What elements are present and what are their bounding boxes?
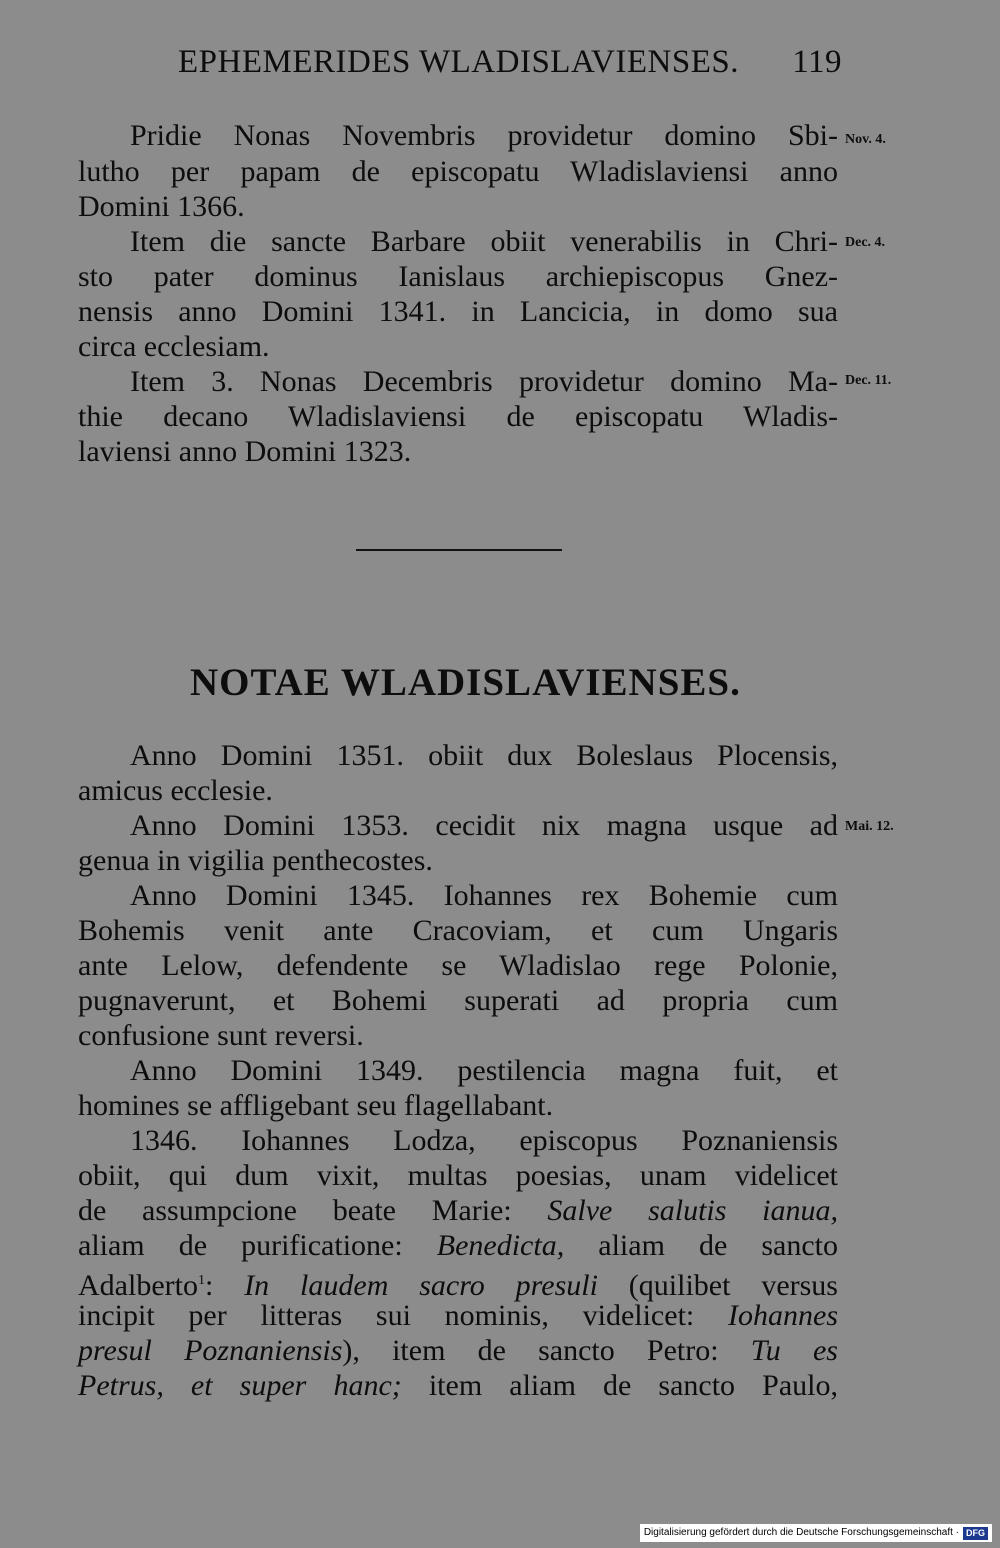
text-line: homines se affligebant seu flagellabant. [78,1089,554,1122]
running-head [178,44,842,88]
text-line: amicus ecclesie. [78,774,273,807]
text-line: genua in vigilia penthecostes. [78,844,433,877]
footer-text: Digitalisierung gefördert durch die Deutsche Forschungsgemeinschaft · [643,1527,959,1538]
text-line: pugnaverunt, et Bohemi superati ad propria cum [78,984,838,1017]
margin-note-date: Mai. 12. [845,819,894,834]
margin-note-date: Dec. 4. [845,235,886,250]
text-span: (quilibet versus [597,1269,838,1302]
text-span: de assumpcione beate Marie: [78,1194,548,1227]
text-line: Item 3. Nonas Decembris providetur domino Ma- [130,365,838,398]
text-line: Item die sancte Barbare obiit venerabilis in Chri- [130,225,838,258]
text-line: Domini 1366. [78,190,245,223]
footer-credit [640,1524,992,1542]
section-title: NOTAE WLADISLAVIENSES. [190,661,741,704]
margin-note-date: Nov. 4. [845,132,886,147]
text-line: 1346. Iohannes Lodza, episcopus Poznaniensis [130,1124,838,1157]
text-line: nensis anno Domini 1341. in Lancicia, in domo sua [78,295,838,328]
text-span: item aliam de sancto Paulo, [401,1369,838,1402]
text-span: ), item de sancto Petro: [342,1334,751,1367]
text-span: Adalberto [78,1269,198,1302]
running-head-title: EPHEMERIDES WLADISLAVIENSES. [178,44,739,80]
text-span: aliam de purificatione: [78,1229,437,1262]
text-line: Anno Domini 1349. pestilencia magna fuit, et [130,1054,838,1087]
footnote-mark: 1 [197,1273,205,1288]
text-line [78,1368,838,1404]
text-line: laviensi anno Domini 1323. [78,435,412,468]
italic-incipit: presul Poznaniensis [78,1334,343,1367]
section-divider [356,549,562,551]
text-line: confusione sunt reversi. [78,1019,364,1052]
text-line: thie decano Wladislaviensi de episcopatu Wladis- [78,400,838,433]
text-line [78,1228,838,1264]
text-line: circa ecclesiam. [78,330,270,363]
text-line: lutho per papam de episcopatu Wladislaviensi anno [78,155,838,188]
text-line: Anno Domini 1351. obiit dux Boleslaus Plocensis, [130,739,838,772]
text-span: incipit per litteras sui nominis, videlicet: [78,1299,729,1332]
text-line: ante Lelow, defendente se Wladislao rege Polonie, [78,949,838,982]
dfg-logo: DFG [963,1527,988,1540]
text-line: Bohemis venit ante Cracoviam, et cum Ungaris [78,914,838,947]
italic-incipit: Petrus, et super hanc; [78,1369,402,1402]
text-line [78,1333,838,1369]
text-line: Pridie Nonas Novembris providetur domino Sbi- [130,119,838,152]
italic-incipit: Tu es [750,1334,838,1367]
italic-incipit: Iohannes [728,1299,838,1332]
text-line: Anno Domini 1353. cecidit nix magna usque ad [130,809,838,842]
margin-note-date: Dec. 11. [845,373,892,388]
text-line [78,1298,838,1334]
text-span: aliam de sancto [564,1229,838,1262]
text-line: sto pater dominus Ianislaus archiepiscopus Gnez- [78,260,838,293]
text-line: obiit, qui dum vixit, multas poesias, unam videlicet [78,1159,838,1192]
text-span: : [204,1269,245,1302]
italic-incipit: Benedicta, [436,1229,565,1262]
page-number: 119 [792,44,842,80]
text-line: Anno Domini 1345. Iohannes rex Bohemie cum [130,879,838,912]
italic-incipit: Salve salutis ianua, [547,1194,838,1227]
italic-incipit: In laudem sacro presuli [244,1269,598,1302]
text-line [78,1263,838,1302]
text-line [78,1193,838,1229]
